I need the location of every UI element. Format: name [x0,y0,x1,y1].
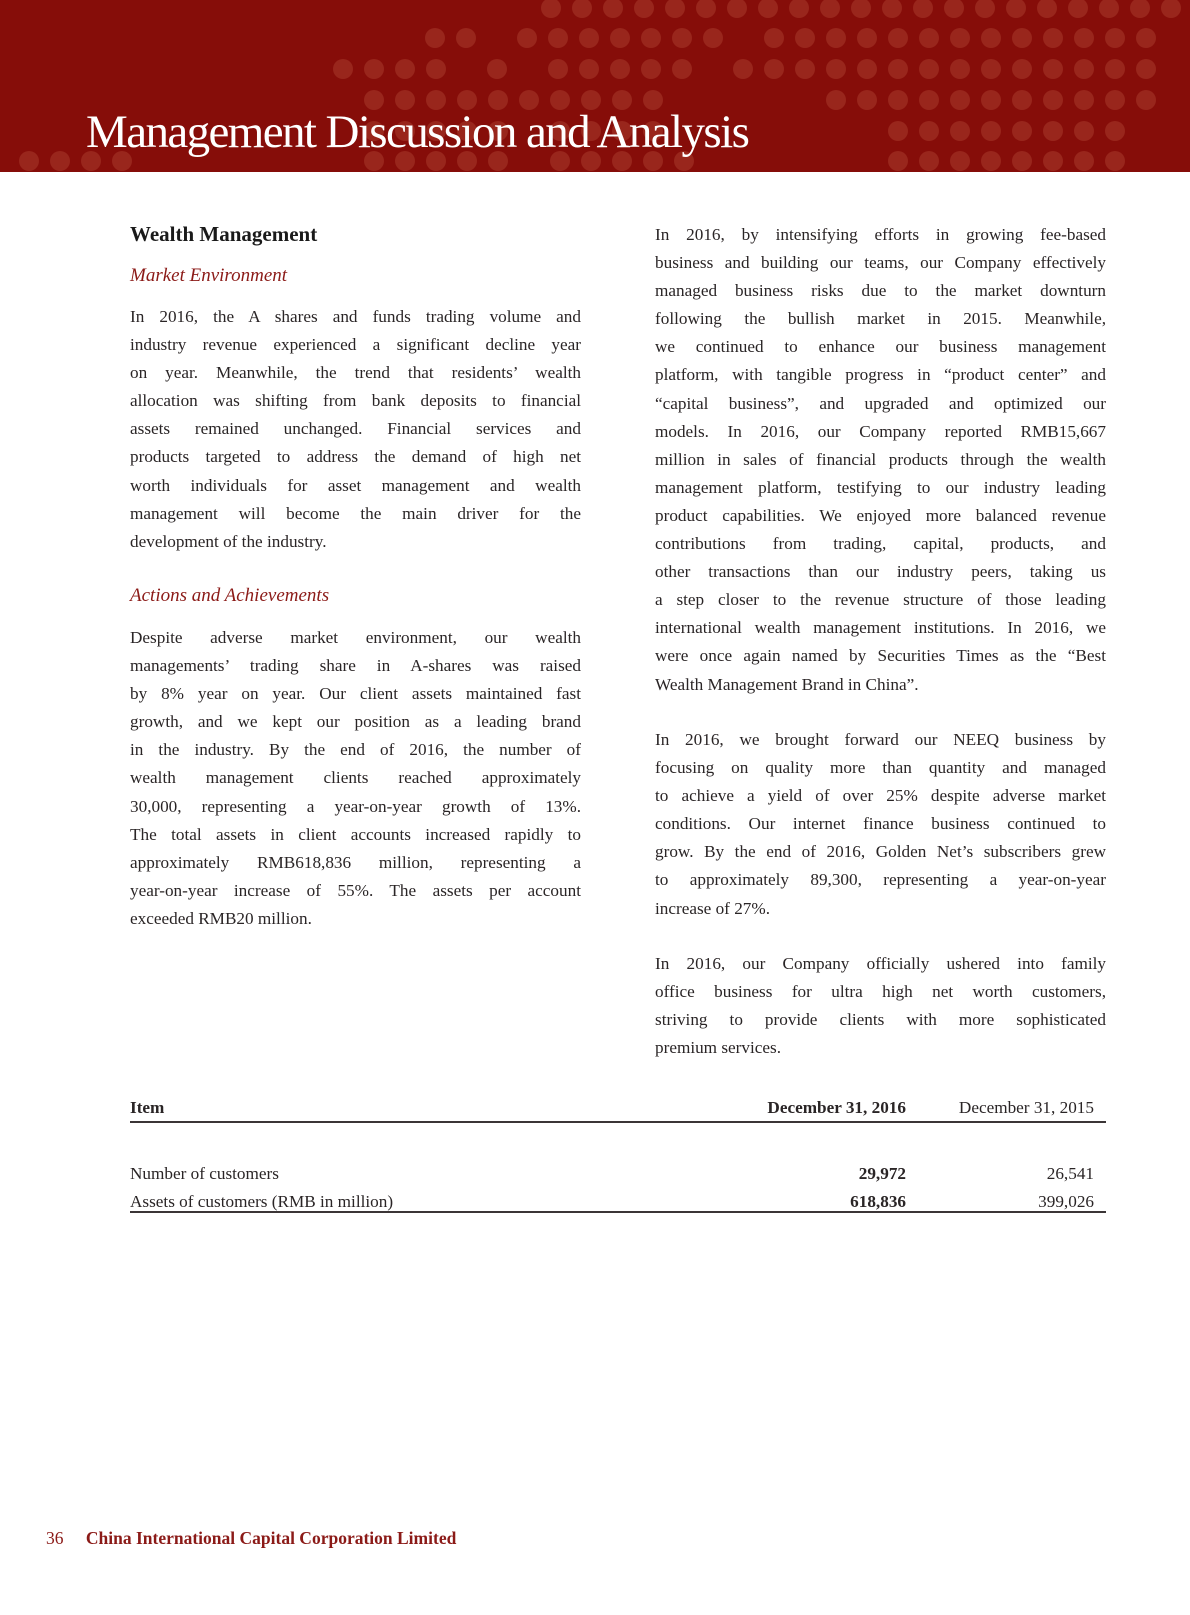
text-line: models. In 2016, our Company reported RMB15,667 [655,421,1106,441]
header-banner [0,0,1190,172]
text-line: by 8% year on year. Our client assets maintained fast [130,684,581,704]
text-line: growth, and we kept our position as a leading brand [130,712,581,732]
cell-2016: 618,836 [850,1192,906,1211]
text-line: a step closer to the revenue structure of those leading [655,590,1106,610]
text-line: office business for ultra high net worth customers, [655,982,1106,1002]
company-name: China International Capital Corporation Limited [85,1528,457,1548]
text-line: to achieve a yield of over 25% despite adverse market [655,786,1106,806]
text-line: contributions from trading, capital, products, and [655,534,1106,554]
text-line: following the bullish market in 2015. Meanwhile, [655,309,1106,329]
subsection-heading-market-environment: Market Environment [130,265,288,286]
text-line: were once again named by Securities Times as the “Best [655,646,1106,666]
table-row [130,1184,1106,1212]
text-line: in the industry. By the end of 2016, the number of [130,740,581,760]
text-line: managements’ trading share in A-shares was raised [130,656,581,676]
text-line: management will become the main driver for the [130,503,581,523]
text-line: exceeded RMB20 million. [130,908,312,928]
column-header-2016: December 31, 2016 [767,1098,906,1117]
text-line: In 2016, the A shares and funds trading volume and [130,307,581,326]
text-line: The total assets in client accounts increased rapidly to [130,824,581,844]
text-line: products targeted to address the demand of high net [130,447,581,467]
paragraph-market-environment [130,303,581,556]
cell-item: Assets of customers (RMB in million) [130,1192,394,1211]
table-header [130,1090,1106,1123]
text-line: other transactions than our industry peers, taking us [655,562,1106,582]
text-line: In 2016, by intensifying efforts in growing fee-based [655,225,1106,244]
text-line: industry revenue experienced a significant decline year [130,335,581,355]
text-line: Wealth Management Brand in China”. [655,674,919,694]
subsection-heading-actions-achievements: Actions and Achievements [130,585,330,606]
text-line: international wealth management institutions. In 2016, we [655,618,1106,638]
cell-2015: 26,541 [1046,1164,1094,1183]
page-number: 36 [46,1528,64,1548]
cell-2016: 29,972 [858,1164,906,1183]
column-header-item: Item [130,1098,165,1117]
text-line: Despite adverse market environment, our wealth [130,628,581,647]
paragraph-fee-based-business [655,221,1106,699]
paragraph-actions-achievements [130,624,581,933]
text-line: development of the industry. [130,531,327,551]
text-line: on year. Meanwhile, the trend that residents’ wealth [130,363,581,383]
text-line: product capabilities. We enjoyed more balanced revenue [655,505,1106,525]
paragraph-family-office [655,950,1106,1062]
text-line: In 2016, our Company officially ushered into family [655,954,1106,973]
text-line: increase of 27%. [655,898,771,918]
text-line: year-on-year increase of 55%. The assets per account [130,880,581,900]
text-line: management platform, testifying to our industry leading [655,477,1106,497]
text-line: In 2016, we brought forward our NEEQ business by [655,730,1106,749]
text-line: 30,000, representing a year-on-year growth of 13%. [130,796,581,816]
text-line: we continued to enhance our business management [655,337,1106,357]
text-line: business and building our teams, our Company effectively [655,253,1106,273]
cell-item: Number of customers [130,1164,279,1183]
text-line: allocation was shifting from bank deposits to financial [130,391,581,411]
text-line: premium services. [655,1038,782,1058]
text-line: striving to provide clients with more sophisticated [655,1010,1106,1030]
text-line: assets remained unchanged. Financial services and [130,419,581,439]
section-title: Wealth Management [130,222,318,246]
text-line: grow. By the end of 2016, Golden Net’s subscribers grew [655,842,1106,862]
text-line: conditions. Our internet finance business continued to [655,814,1106,834]
text-line: platform, with tangible progress in “product center” and [655,365,1106,385]
text-line: focusing on quality more than quantity and managed [655,758,1106,778]
text-line: million in sales of financial products through the wealth [655,449,1106,469]
text-line: to approximately 89,300, representing a year-on-year [655,870,1106,890]
customers-table [130,1090,1106,1213]
page-title: Management Discussion and Analysis [86,106,749,158]
text-line: wealth management clients reached approximately [130,768,581,788]
column-header-2015: December 31, 2015 [958,1098,1094,1117]
text-line: approximately RMB618,836 million, representing a [130,852,581,872]
paragraph-neeq-business [655,726,1106,923]
text-line: managed business risks due to the market downturn [655,281,1106,301]
cell-2015: 399,026 [1038,1192,1094,1211]
table-body [130,1123,1106,1213]
text-line: “capital business”, and upgraded and optimized our [655,393,1106,413]
page-footer [46,1528,456,1549]
table-row [130,1156,1106,1184]
text-line: worth individuals for asset management and wealth [130,475,581,495]
